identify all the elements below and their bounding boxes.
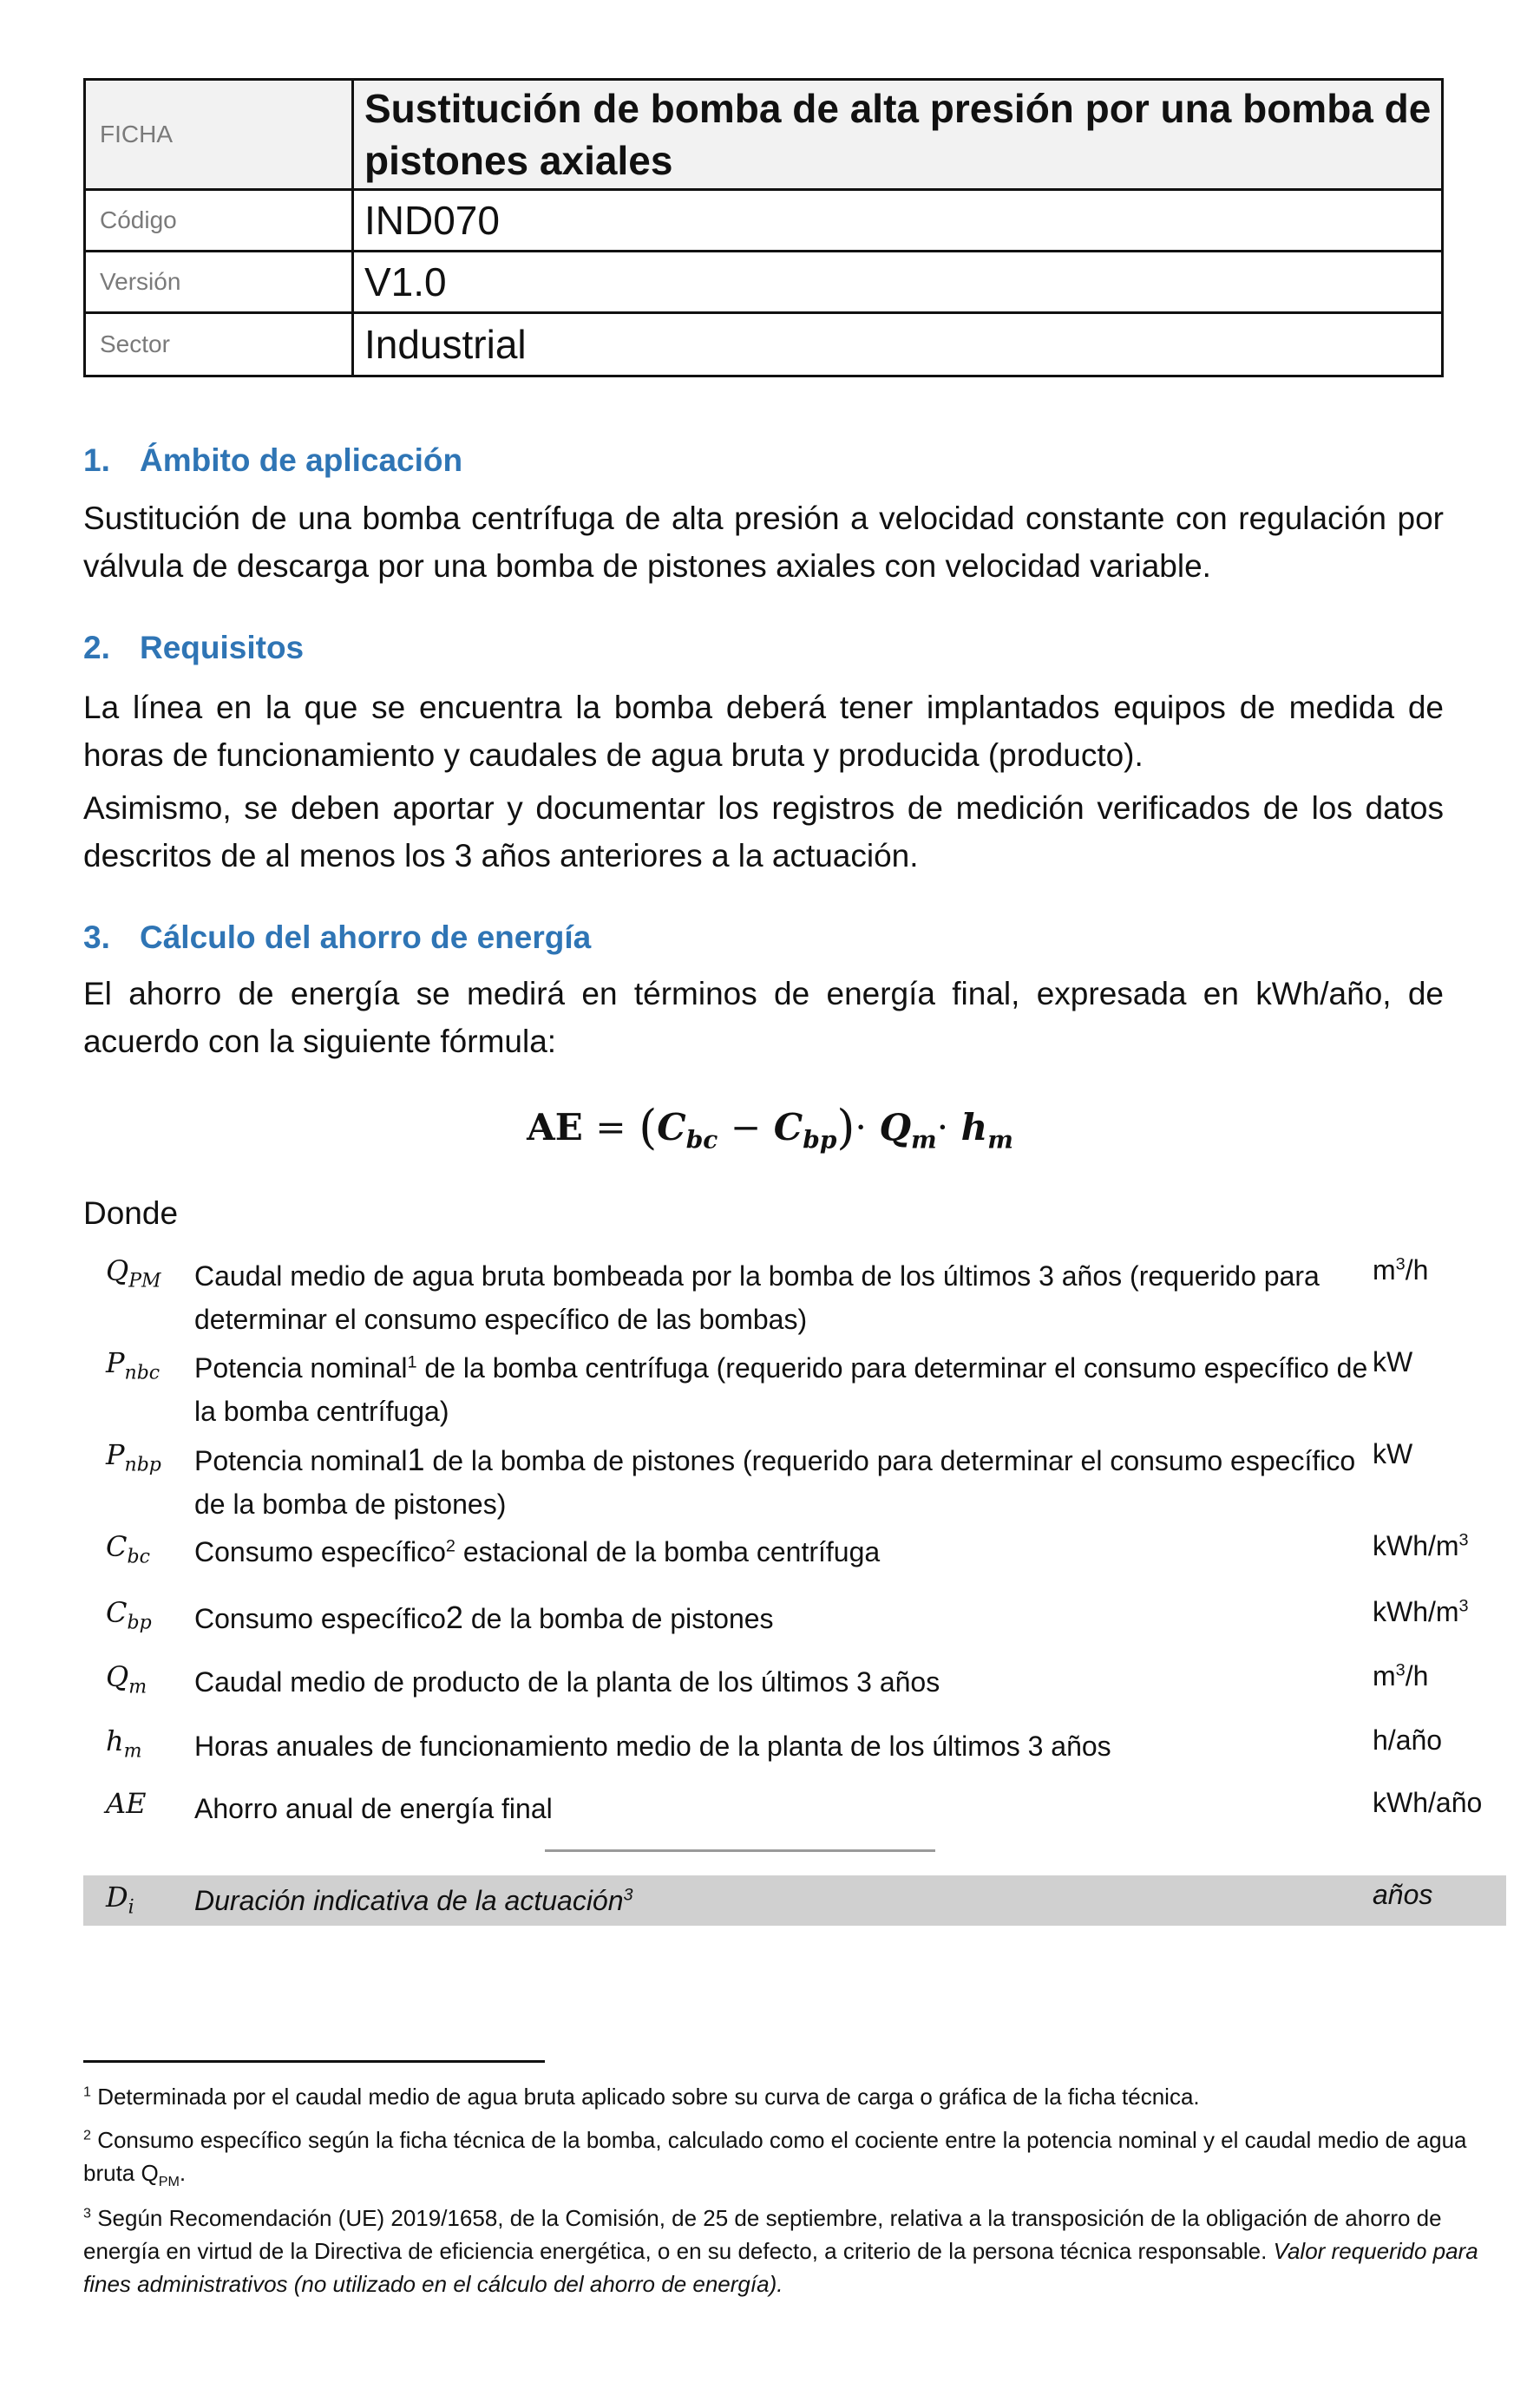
formula-c-bc bbox=[657, 1106, 718, 1155]
formula-symbol: Q bbox=[879, 1106, 912, 1148]
duration-row bbox=[83, 1875, 1506, 1926]
formula-symbol: C bbox=[657, 1106, 686, 1148]
footnote-ref: 1 bbox=[407, 1352, 417, 1372]
footnote-ref: 2 bbox=[445, 1536, 455, 1556]
symbol-subscript: i bbox=[128, 1896, 134, 1919]
variable-description: Caudal medio de producto de la planta de los últimos 3 años bbox=[194, 1666, 940, 1698]
version-row bbox=[85, 252, 1443, 313]
ficha-title: Sustitución de bomba de alta presión por una bomba de pistones axiales bbox=[353, 80, 1443, 190]
symbol-subscript: nbp bbox=[124, 1454, 161, 1476]
symbol-letter: P bbox=[106, 1346, 125, 1379]
description-text: estacional de la bomba centrífuga bbox=[455, 1536, 881, 1567]
unit-text: m bbox=[1373, 1660, 1396, 1691]
section-title: Cálculo del ahorro de energía bbox=[140, 919, 592, 955]
section-1-heading bbox=[83, 442, 462, 479]
section-number: 1. bbox=[83, 442, 110, 478]
formula-dot: · bbox=[936, 1106, 949, 1148]
variable-symbol bbox=[106, 1724, 141, 1762]
variable-symbol bbox=[106, 1438, 161, 1476]
ficha-label: FICHA bbox=[85, 80, 353, 190]
symbol-letter: D bbox=[106, 1881, 128, 1914]
version-value: V1.0 bbox=[353, 252, 1443, 313]
formula-close-paren: ) bbox=[836, 1100, 855, 1155]
formula-lhs: AE bbox=[527, 1106, 583, 1148]
unit-suffix: /h bbox=[1405, 1254, 1429, 1286]
unit-superscript: 3 bbox=[1458, 1596, 1469, 1616]
formula-subscript: bc bbox=[685, 1125, 718, 1155]
unit-text: kWh/m bbox=[1373, 1530, 1459, 1561]
formula-symbol: h bbox=[960, 1106, 988, 1148]
description-text: de la bomba centrífuga (requerido para determinar el consumo específico de la bomba centrífuga) bbox=[194, 1352, 1368, 1427]
donde-label: Donde bbox=[83, 1195, 179, 1231]
variable-description: Caudal medio de agua bruta bombeada por la bomba de los últimos 3 años (requerido para determinar el consumo específico de las bombas) bbox=[194, 1260, 1320, 1335]
section-title: Ámbito de aplicación bbox=[140, 442, 463, 478]
section-2-heading bbox=[83, 630, 304, 666]
variable-unit: kW bbox=[1373, 1438, 1413, 1469]
formula-symbol: C bbox=[773, 1106, 803, 1148]
unit-suffix: /h bbox=[1405, 1660, 1429, 1691]
codigo-row bbox=[85, 190, 1443, 252]
description-text: Potencia nominal bbox=[194, 1352, 408, 1384]
footnote-number: 2 bbox=[83, 2127, 91, 2143]
sector-label: Sector bbox=[85, 313, 353, 376]
footnote-ref: 2 bbox=[445, 1600, 463, 1635]
symbol-letter: Q bbox=[106, 1660, 129, 1693]
formula-h-m bbox=[960, 1106, 1013, 1155]
section-2-text-1: La línea en la que se encuentra la bomba deberá tener implantados equipos de medida de horas de funcionamiento y caudales de agua bruta y producida (producto). bbox=[83, 690, 1444, 773]
description-text: Potencia nominal bbox=[194, 1445, 408, 1476]
variable-unit: kWh/año bbox=[1373, 1787, 1483, 1818]
version-label: Versión bbox=[85, 252, 353, 313]
symbol-letter: C bbox=[106, 1596, 128, 1629]
section-1-text: Sustitución de una bomba centrífuga de alta presión a velocidad constante con regulación por válvula de descarga por una bomba de pistones axiales con velocidad variable. bbox=[83, 501, 1444, 584]
description-text: de la bomba de pistones (requerido para determinar el consumo específico de la bomba de pistones) bbox=[194, 1445, 1356, 1520]
sector-value: Industrial bbox=[353, 313, 1443, 376]
symbol-subscript: bp bbox=[127, 1612, 152, 1634]
variable-unit bbox=[1373, 1254, 1428, 1286]
formula-subscript: m bbox=[987, 1125, 1013, 1155]
variable-unit: h/año bbox=[1373, 1724, 1443, 1756]
section-2-text-2: Asimismo, se deben aportar y documentar los registros de medición verificados de los datos descritos de al menos los 3 años anteriores a la actuación. bbox=[83, 790, 1444, 874]
codigo-label: Código bbox=[85, 190, 353, 252]
footnote-1 bbox=[83, 2080, 1480, 2113]
symbol-letter: Q bbox=[106, 1254, 129, 1287]
variable-unit bbox=[1373, 1660, 1428, 1692]
variable-description bbox=[194, 1879, 1392, 1922]
variable-symbol bbox=[106, 1660, 147, 1698]
variable-symbol bbox=[106, 1530, 150, 1567]
separator-line bbox=[545, 1849, 935, 1852]
symbol-letter: C bbox=[106, 1530, 128, 1563]
section-number: 3. bbox=[83, 919, 110, 955]
footnote-separator bbox=[83, 2060, 545, 2063]
symbol-subscript: m bbox=[123, 1740, 142, 1763]
ficha-header-table bbox=[83, 78, 1444, 377]
variable-unit: kW bbox=[1373, 1346, 1413, 1377]
unit-text: m bbox=[1373, 1254, 1396, 1286]
footnote-2 bbox=[83, 2123, 1480, 2189]
unit-superscript: 3 bbox=[1395, 1660, 1406, 1680]
energy-savings-formula bbox=[0, 1100, 1540, 1155]
section-title: Requisitos bbox=[140, 630, 305, 665]
footnote-number: 3 bbox=[83, 2205, 91, 2222]
unit-text: kWh/m bbox=[1373, 1596, 1459, 1627]
symbol-letter: P bbox=[106, 1438, 125, 1471]
ficha-row bbox=[85, 80, 1443, 190]
variable-description bbox=[194, 1346, 1392, 1433]
variable-symbol bbox=[106, 1254, 161, 1292]
footnote-subscript: PM bbox=[158, 2174, 180, 2190]
variable-unit bbox=[1373, 1596, 1469, 1628]
footnote-text: Determinada por el caudal medio de agua bruta aplicado sobre su curva de carga o gráfica de la ficha técnica. bbox=[90, 2084, 1200, 2110]
footnote-text: Consumo específico según la ficha técnica de la bomba, calculado como el cociente entre la potencia nominal y el caudal medio de agua bruta Q bbox=[83, 2127, 1467, 2186]
variable-description bbox=[194, 1438, 1392, 1526]
symbol-letter: h bbox=[106, 1724, 124, 1757]
formula-dot: · bbox=[855, 1106, 867, 1148]
formula-c-bp bbox=[773, 1106, 837, 1155]
formula-subscript: bp bbox=[803, 1125, 837, 1155]
footnote-3 bbox=[83, 2202, 1480, 2300]
sector-row bbox=[85, 313, 1443, 376]
unit-superscript: 3 bbox=[1458, 1530, 1469, 1550]
description-text: de la bomba de pistones bbox=[462, 1603, 774, 1634]
variable-unit bbox=[1373, 1530, 1469, 1562]
variable-description: Ahorro anual de energía final bbox=[194, 1793, 553, 1824]
description-text: Consumo específico bbox=[194, 1603, 446, 1634]
symbol-subscript: PM bbox=[128, 1270, 161, 1292]
variable-symbol bbox=[106, 1596, 152, 1633]
formula-q-m bbox=[879, 1106, 937, 1155]
variable-symbol bbox=[106, 1346, 160, 1384]
description-text: Duración indicativa de la actuación bbox=[194, 1885, 624, 1916]
footnote-number: 1 bbox=[83, 2084, 91, 2100]
section-3-text: El ahorro de energía se medirá en términos de energía final, expresada en kWh/año, de acuerdo con la siguiente fórmula: bbox=[83, 976, 1444, 1059]
formula-open-paren: ( bbox=[639, 1100, 658, 1155]
variable-symbol bbox=[106, 1881, 134, 1918]
section-3-heading bbox=[83, 919, 591, 956]
formula-minus: − bbox=[730, 1106, 762, 1148]
unit-superscript: 3 bbox=[1395, 1254, 1406, 1274]
codigo-value: IND070 bbox=[353, 190, 1443, 252]
variable-description bbox=[194, 1530, 1392, 1574]
variable-unit: años bbox=[1373, 1879, 1433, 1910]
footnote-text: . bbox=[179, 2160, 187, 2186]
symbol-subscript: bc bbox=[127, 1546, 150, 1568]
section-number: 2. bbox=[83, 630, 110, 665]
description-text: Consumo específico bbox=[194, 1536, 446, 1567]
footnote-italic-text: Valor requerido para fines administrativos (no utilizado en el cálculo del ahorro de energía). bbox=[83, 2238, 1478, 2297]
formula-subscript: m bbox=[911, 1125, 937, 1155]
formula-equals: = bbox=[595, 1106, 626, 1148]
symbol-subscript: nbc bbox=[124, 1362, 161, 1384]
footnote-ref: 3 bbox=[623, 1885, 633, 1905]
variable-symbol: AE bbox=[106, 1787, 147, 1820]
footnote-ref: 1 bbox=[407, 1442, 425, 1477]
symbol-subscript: m bbox=[128, 1676, 147, 1698]
variable-description bbox=[194, 1596, 1392, 1640]
footnote-text: Según Recomendación (UE) 2019/1658, de la Comisión, de 25 de septiembre, relativa a la transposición de la obligación de ahorro de energía en virtud de la Directiva de eficiencia energética, o en su defecto, a criterio de la persona técnica responsable. bbox=[83, 2205, 1442, 2264]
variable-description: Horas anuales de funcionamiento medio de la planta de los últimos 3 años bbox=[194, 1731, 1111, 1762]
